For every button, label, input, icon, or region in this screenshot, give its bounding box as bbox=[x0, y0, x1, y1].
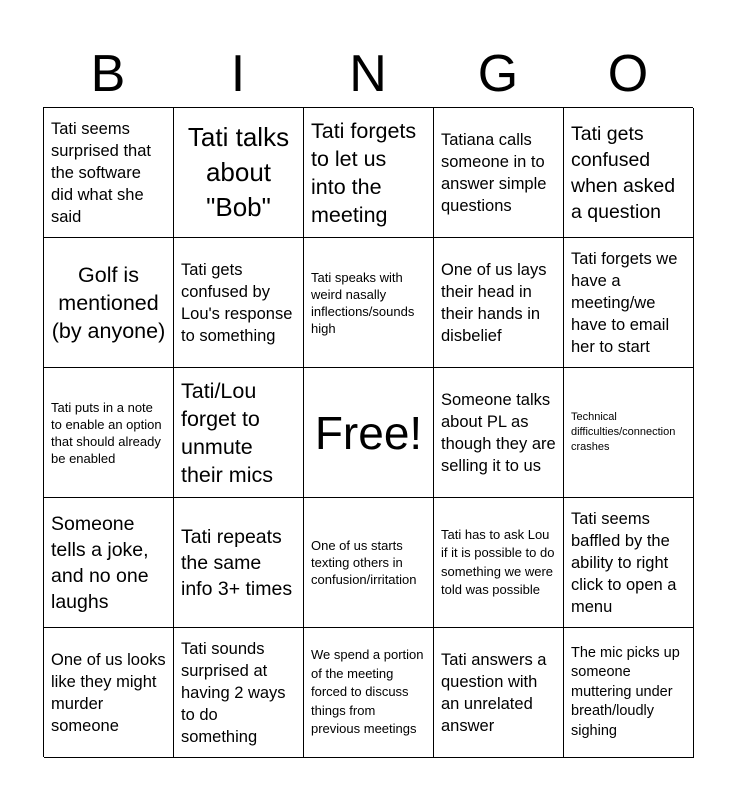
bingo-cell[interactable] bbox=[434, 498, 564, 628]
cell-text: Tati answers a question with an unrelated answer bbox=[441, 650, 547, 735]
bingo-cell[interactable] bbox=[564, 628, 694, 758]
cell-text: Tati forgets to let us into the meeting bbox=[311, 118, 417, 227]
cell-text: Tati has to ask Lou if it is possible to do something we were told was possible bbox=[441, 526, 555, 597]
cell-text: Tati speaks with weird nasally inflections/sounds high bbox=[311, 269, 415, 336]
bingo-cell[interactable] bbox=[44, 498, 174, 628]
free-text: Free! bbox=[314, 406, 423, 459]
bingo-cell[interactable] bbox=[434, 108, 564, 238]
bingo-cell[interactable] bbox=[174, 368, 304, 498]
cell-text: Tati gets confused by Lou's response to something bbox=[181, 260, 293, 345]
bingo-cell[interactable] bbox=[304, 108, 434, 238]
bingo-cell[interactable] bbox=[564, 108, 694, 238]
cell-text: Tati puts in a note to enable an option that should already be enabled bbox=[51, 399, 162, 466]
header-letter-i: I bbox=[230, 45, 246, 103]
bingo-cell[interactable] bbox=[564, 238, 694, 368]
bingo-cell[interactable] bbox=[174, 498, 304, 628]
header-letter-n: N bbox=[349, 45, 387, 103]
cell-text: Tati sounds surprised at having 2 ways to do something bbox=[181, 639, 286, 746]
free-space[interactable] bbox=[304, 368, 434, 498]
cell-text: Technical difficulties/connection crashes bbox=[571, 411, 676, 453]
cell-text: Someone tells a joke, and no one laughs bbox=[51, 512, 149, 613]
bingo-cell[interactable] bbox=[304, 628, 434, 758]
bingo-cell[interactable] bbox=[174, 628, 304, 758]
bingo-grid bbox=[43, 107, 693, 757]
header-letter-b: B bbox=[90, 45, 126, 103]
bingo-cell[interactable] bbox=[304, 498, 434, 628]
cell-text: Golf is mentioned (by anyone) bbox=[51, 262, 166, 343]
cell-text: Tati gets confused when asked a question bbox=[571, 122, 676, 223]
bingo-cell[interactable] bbox=[44, 238, 174, 368]
cell-text: The mic picks up someone muttering under breath/loudly sighing bbox=[571, 644, 680, 739]
bingo-cell[interactable] bbox=[564, 498, 694, 628]
bingo-cell[interactable] bbox=[434, 368, 564, 498]
header-letter-o: O bbox=[607, 45, 649, 103]
bingo-header bbox=[43, 40, 693, 108]
bingo-cell[interactable] bbox=[564, 368, 694, 498]
cell-text: Tati talks about "Bob" bbox=[187, 122, 290, 222]
bingo-cell[interactable] bbox=[44, 368, 174, 498]
cell-text: One of us looks like they might murder someone bbox=[51, 650, 166, 735]
cell-text: Someone talks about PL as though they are selling it to us bbox=[441, 390, 556, 475]
cell-text: One of us starts texting others in confusion/irritation bbox=[311, 538, 417, 587]
cell-text: Tati/Lou forget to unmute their mics bbox=[181, 378, 273, 487]
cell-text: We spend a portion of the meeting forced to discuss things from previous meetings bbox=[311, 647, 424, 737]
cell-text: Tati seems surprised that the software did what she said bbox=[51, 119, 151, 226]
cell-text: Tatiana calls someone in to answer simple questions bbox=[441, 130, 547, 215]
cell-text: One of us lays their head in their hands in disbelief bbox=[441, 260, 547, 345]
bingo-cell[interactable] bbox=[174, 108, 304, 238]
bingo-cell[interactable] bbox=[174, 238, 304, 368]
header-letter-g: G bbox=[477, 45, 519, 103]
bingo-cell[interactable] bbox=[44, 108, 174, 238]
bingo-cell[interactable] bbox=[304, 238, 434, 368]
bingo-cell[interactable] bbox=[434, 628, 564, 758]
cell-text: Tati seems baffled by the ability to right click to open a menu bbox=[571, 509, 677, 616]
bingo-cell[interactable] bbox=[434, 238, 564, 368]
cell-text: Tati repeats the same info 3+ times bbox=[181, 525, 293, 600]
bingo-cell[interactable] bbox=[44, 628, 174, 758]
cell-text: Tati forgets we have a meeting/we have to email her to start bbox=[571, 249, 678, 356]
